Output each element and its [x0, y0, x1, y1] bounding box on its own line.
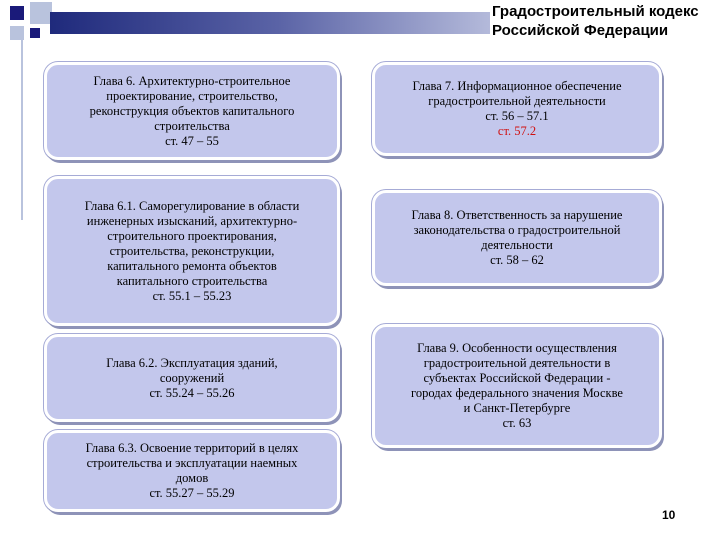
chapter-8-line: законодательства о градостроительной	[413, 223, 621, 237]
chapter-6-1-line: инженерных изысканий, архитектурно-	[86, 213, 298, 228]
chapter-6-3-line: строительства и эксплуатации наемных	[86, 456, 298, 470]
chapter-9-line: городах федерального значения Москве	[411, 386, 623, 400]
chapter-9-box	[372, 324, 662, 448]
chapter-6-line: ст. 47 – 55	[165, 133, 219, 148]
chapter-9-line: ст. 63	[502, 416, 532, 430]
chapter-7-line: ст. 56 – 57.1	[485, 109, 549, 123]
chapter-6-1-line: капитального строительства	[116, 273, 268, 288]
chapter-8-line: ст. 58 – 62	[490, 253, 544, 267]
chapter-6-box	[44, 62, 340, 160]
decor-square-navy-2	[30, 28, 40, 38]
chapter-7-box	[372, 62, 662, 156]
decor-square-light-1	[30, 2, 52, 24]
page-title-line-2: Российской Федерации	[492, 22, 669, 39]
chapter-6-3-line: ст. 55.27 – 55.29	[149, 486, 235, 500]
chapter-7-line: градостроительной деятельности	[428, 94, 606, 108]
page-title-line-1: Градостроительный кодекс	[492, 3, 699, 20]
chapter-6-line: проектирование, строительство,	[106, 88, 278, 103]
chapter-8-line: Глава 8. Ответственность за нарушение	[411, 208, 623, 222]
page-title	[490, 2, 720, 40]
chapter-6-3-line: Глава 6.3. Освоение территорий в целях	[85, 441, 299, 455]
chapter-6-line: строительства	[154, 118, 230, 133]
chapter-8-box	[372, 190, 662, 286]
page-number: 10	[662, 508, 676, 522]
decor-square-navy-1	[10, 6, 24, 20]
chapter-6-1-box	[44, 176, 340, 326]
chapter-9-line: и Санкт-Петербурге	[463, 401, 571, 415]
chapter-6-3-box	[44, 430, 340, 512]
chapter-6-2-line: Глава 6.2. Эксплуатация зданий,	[106, 355, 278, 370]
chapter-9-line: градостроительной деятельности в	[423, 356, 611, 370]
chapter-7-line: Глава 7. Информационное обеспечение	[412, 79, 622, 93]
decor-vertical-line	[21, 40, 23, 220]
chapter-8-line: деятельности	[481, 238, 553, 252]
chapter-6-3-line: домов	[175, 471, 209, 485]
chapter-6-1-line: капитального ремонта объектов	[107, 258, 277, 273]
chapter-9-line: субъектах Российской Федерации -	[423, 371, 611, 385]
chapter-7-red-line: ст. 57.2	[497, 124, 537, 138]
chapter-6-1-line: строительного проектирования,	[107, 228, 277, 243]
chapter-6-line: реконструкция объектов капитального	[89, 103, 295, 118]
chapter-6-2-line: ст. 55.24 – 55.26	[149, 385, 235, 400]
chapter-6-2-line: сооружений	[159, 370, 225, 385]
chapter-6-2-box	[44, 334, 340, 422]
chapter-6-1-line: ст. 55.1 – 55.23	[152, 288, 232, 303]
decor-square-light-2	[10, 26, 24, 40]
chapter-6-1-line: Глава 6.1. Саморегулирование в области	[84, 198, 300, 213]
chapter-6-line: Глава 6. Архитектурно-строительное	[93, 73, 291, 88]
chapter-9-line: Глава 9. Особенности осуществления	[417, 341, 617, 355]
chapter-6-1-line: строительства, реконструкции,	[109, 243, 275, 258]
